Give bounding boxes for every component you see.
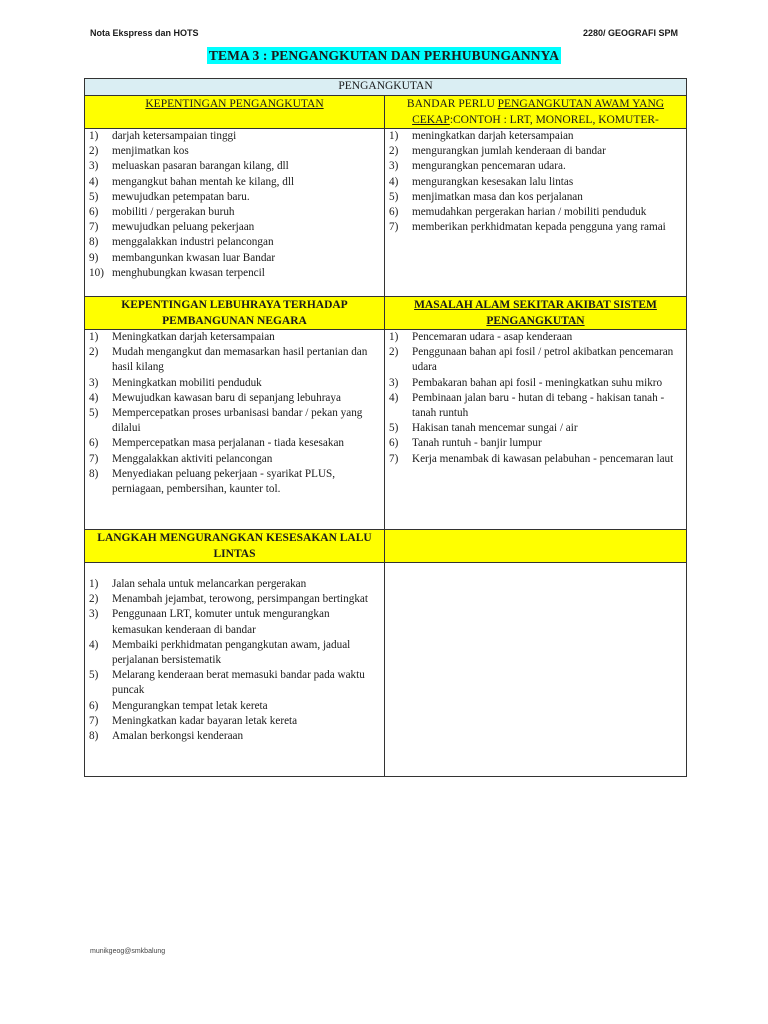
list-item-text: Menambah jejambat, terowong, persimpangan bertingkat (112, 593, 368, 606)
list-item-number: 3) (89, 376, 99, 389)
list-item-number: 8) (89, 467, 99, 480)
list-item (85, 467, 384, 497)
list-item-number: 2) (89, 593, 99, 606)
list-item-number: 2) (389, 145, 399, 158)
list-item (385, 175, 686, 190)
list-item-number: 2) (89, 346, 99, 359)
list-item-number: 7) (89, 714, 99, 727)
list-item-text: Amalan berkongsi kenderaan (112, 730, 244, 743)
list-item-text: mengurangkan kesesakan lalu lintas (412, 175, 574, 188)
list-item (85, 592, 384, 607)
list-item-text: Mewujudkan kawasan baru di sepanjang lebuhraya (112, 391, 341, 404)
content-table (84, 78, 687, 777)
list-item-number: 1) (89, 578, 99, 590)
list-item (85, 144, 384, 159)
list-item (385, 190, 686, 205)
sec2-left-header (85, 297, 385, 330)
list-item (85, 235, 384, 250)
sec2-left-cell (85, 330, 385, 530)
list-item-number: 1) (89, 331, 99, 343)
list-item (85, 699, 384, 714)
sec3-left-header-line2: LINTAS (213, 548, 256, 560)
list-item-number: 3) (389, 160, 399, 173)
list-item-number: 9) (89, 251, 99, 264)
list-item-number: 8) (89, 730, 99, 743)
list-item-number: 7) (89, 452, 99, 465)
list-item-number: 5) (89, 407, 99, 420)
sec1-right-list (385, 129, 686, 235)
sec1-right-header-u1: PENGANGKUTAN AWAM YANG (497, 98, 665, 110)
list-item-text: membangunkan kwasan luar Bandar (112, 251, 276, 264)
list-item (385, 330, 686, 345)
sec1-right-header-post: :CONTOH : LRT, MONOREL, KOMUTER- (449, 114, 659, 126)
list-item-text: mengurangkan jumlah kenderaan di bandar (412, 145, 606, 158)
list-item-text: Menggalakkan aktiviti pelancongan (112, 452, 273, 465)
list-item (85, 190, 384, 205)
list-item-number: 2) (89, 145, 99, 158)
list-item-text: Pembakaran bahan api fosil - meningkatkan suhu mikro (412, 376, 663, 389)
sec2-right-cell (385, 330, 687, 530)
list-item-number: 4) (89, 638, 99, 651)
sec3-right-header (385, 530, 687, 563)
list-item-text: Mudah mengangkut dan memasarkan hasil pertanian dan hasil kilang (112, 346, 368, 374)
list-item-text: mobiliti / pergerakan buruh (112, 206, 235, 219)
list-item-text: mengangkut bahan mentah ke kilang, dll (112, 175, 295, 188)
list-item-number: 6) (389, 206, 399, 219)
sec3-left-cell (85, 563, 385, 777)
page-title-wrap (0, 47, 768, 65)
sec2-right-header-line2: PENGANGKUTAN (486, 315, 585, 327)
list-item (85, 345, 384, 375)
list-item-text: Membaiki perkhidmatan pengangkutan awam, jadual perjalanan bersistematik (112, 638, 351, 667)
list-item (385, 220, 686, 235)
list-item (85, 205, 384, 220)
list-item-text: memudahkan pergerakan harian / mobiliti penduduk (412, 206, 647, 219)
list-item (385, 129, 686, 144)
list-item-text: Meningkatkan mobiliti penduduk (112, 376, 262, 389)
header-right: 2280/ GEOGRAFI SPM (582, 28, 678, 38)
list-item-text: meningkatkan darjah ketersampaian (412, 130, 574, 142)
sec2-left-header-line1: KEPENTINGAN LEBUHRAYA TERHADAP (121, 299, 348, 311)
list-item (385, 345, 686, 375)
header-left: Nota Ekspress dan HOTS (90, 28, 199, 38)
list-item (385, 421, 686, 436)
sec2-left-header-line2: PEMBANGUNAN NEGARA (162, 315, 307, 327)
list-item-number: 7) (89, 221, 99, 234)
list-item-text: Jalan sehala untuk melancarkan pergerakan (112, 578, 307, 590)
list-item-number: 2) (389, 346, 399, 359)
list-item (85, 607, 384, 637)
list-item-text: mewujudkan petempatan baru. (112, 190, 250, 203)
list-item (385, 144, 686, 159)
list-item-number: 8) (89, 236, 99, 249)
list-item-number: 5) (389, 422, 399, 435)
sec1-right-cell (385, 129, 687, 297)
list-item-text: Mempercepatkan masa perjalanan - tiada kesesakan (112, 437, 345, 450)
list-item-number: 5) (389, 190, 399, 203)
list-item-number: 4) (389, 175, 399, 188)
list-item (85, 251, 384, 266)
list-item-number: 3) (389, 376, 399, 389)
list-item-number: 6) (389, 437, 399, 450)
sec1-left-list (85, 129, 384, 281)
list-item-text: mewujudkan peluang pekerjaan (112, 221, 255, 234)
list-item (85, 452, 384, 467)
list-item-text: menghubungkan kwasan terpencil (112, 266, 265, 279)
list-item-text: Hakisan tanah mencemar sungai / air (412, 422, 578, 435)
list-item-number: 6) (89, 437, 99, 450)
sec1-right-header (385, 96, 687, 129)
list-item (85, 577, 384, 592)
sec3-right-cell (385, 563, 687, 777)
list-item (385, 205, 686, 220)
list-item (85, 159, 384, 174)
list-item-text: Meningkatkan kadar bayaran letak kereta (112, 714, 298, 727)
list-item-number: 7) (389, 452, 399, 465)
sec3-left-header (85, 530, 385, 563)
list-item-number: 5) (89, 669, 99, 682)
list-item-text: mengurangkan pencemaran udara. (412, 160, 566, 173)
list-item (385, 376, 686, 391)
list-item-number: 4) (89, 391, 99, 404)
list-item (85, 266, 384, 281)
list-item-number: 1) (389, 331, 399, 343)
list-item-text: Mengurangkan tempat letak kereta (112, 699, 268, 712)
list-item-text: Penggunaan LRT, komuter untuk mengurangkan kemasukan kenderaan di bandar (112, 608, 330, 636)
list-item (385, 436, 686, 451)
list-item-number: 4) (89, 175, 99, 188)
list-item (85, 406, 384, 436)
list-item (85, 391, 384, 406)
sec2-left-list (85, 330, 384, 497)
list-item (85, 436, 384, 451)
list-item (85, 220, 384, 235)
list-item (85, 638, 384, 668)
sec3-left-header-line1: LANGKAH MENGURANGKAN KESESAKAN LALU (97, 532, 372, 544)
list-item-text: menggalakkan industri pelancongan (112, 236, 274, 249)
list-item-text: Mempercepatkan proses urbanisasi bandar / pekan yang dilalui (112, 407, 363, 435)
list-item-text: Melarang kenderaan berat memasuki bandar pada waktu puncak (112, 669, 365, 697)
sec3-left-list (85, 577, 384, 744)
list-item-number: 6) (89, 699, 99, 712)
list-item-text: meluaskan pasaran barangan kilang, dll (112, 160, 289, 173)
sec1-left-header (85, 96, 385, 129)
table-top-header: PENGANGKUTAN (85, 79, 687, 96)
list-item-number: 3) (89, 608, 99, 621)
page-title: TEMA 3 : PENGANGKUTAN DAN PERHUBUNGANNYA (208, 48, 560, 63)
list-item (385, 391, 686, 421)
list-item-number: 10) (89, 266, 104, 279)
list-item-number: 6) (89, 206, 99, 219)
list-item (85, 668, 384, 698)
list-item-text: menjimatkan masa dan kos perjalanan (412, 190, 583, 203)
footer-email: munikgeog@smkbalung (90, 948, 166, 955)
list-item (85, 714, 384, 729)
list-item-text: Pembinaan jalan baru - hutan di tebang - hakisan tanah - tanah runtuh (412, 391, 665, 420)
list-item (85, 129, 384, 144)
list-item-number: 5) (89, 190, 99, 203)
sec1-right-header-pre: BANDAR PERLU (406, 98, 498, 110)
list-item-text: Menyediakan peluang pekerjaan - syarikat PLUS, perniagaan, pembersihan, kaunter tol. (112, 467, 336, 496)
sec2-right-header-line1: MASALAH ALAM SEKITAR AKIBAT SISTEM (414, 299, 657, 311)
sec2-right-list (385, 330, 686, 467)
list-item-text: Penggunaan bahan api fosil / petrol akibatkan pencemaran udara (412, 346, 674, 374)
sec2-right-header (385, 297, 687, 330)
list-item-number: 7) (389, 221, 399, 234)
list-item (85, 175, 384, 190)
sec1-right-header-u2: CEKAP (412, 114, 450, 126)
list-item-number: 3) (89, 160, 99, 173)
sec1-left-cell (85, 129, 385, 297)
list-item-number: 1) (389, 130, 399, 142)
list-item-text: Pencemaran udara - asap kenderaan (412, 331, 573, 343)
list-item (385, 159, 686, 174)
list-item-text: Meningkatkan darjah ketersampaian (112, 331, 275, 343)
list-item-number: 1) (89, 130, 99, 142)
list-item-text: menjimatkan kos (112, 145, 189, 158)
list-item (85, 729, 384, 744)
list-item (85, 330, 384, 345)
list-item (385, 452, 686, 467)
list-item-text: memberikan perkhidmatan kepada pengguna yang ramai (412, 221, 666, 234)
sec1-left-header-text: KEPENTINGAN PENGANGKUTAN (145, 98, 324, 110)
list-item-text: Tanah runtuh - banjir lumpur (412, 437, 542, 450)
list-item-number: 4) (389, 391, 399, 404)
list-item-text: darjah ketersampaian tinggi (112, 130, 237, 142)
list-item (85, 376, 384, 391)
list-item-text: Kerja menambak di kawasan pelabuhan - pencemaran laut (412, 452, 674, 465)
